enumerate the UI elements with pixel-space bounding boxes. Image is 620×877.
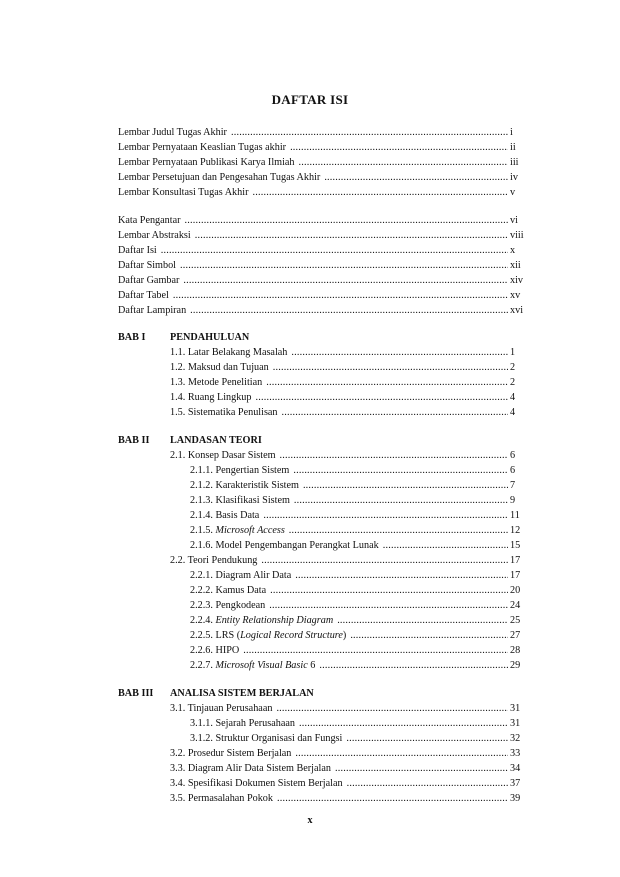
toc-label: Lembar Pernyataan Publikasi Karya Ilmiah	[118, 157, 295, 168]
leader-dots	[256, 391, 509, 404]
leader-dots	[266, 376, 508, 389]
toc-label-suffix: )	[342, 630, 347, 641]
toc-page: vi	[510, 215, 518, 226]
toc-page: 27	[510, 630, 521, 641]
leader-dots	[289, 524, 508, 537]
leader-dots	[347, 777, 508, 790]
leader-dots	[276, 702, 508, 715]
toc-label-italic: Microsoft Access	[215, 525, 285, 536]
toc-page: 1	[510, 347, 516, 358]
toc-label: Daftar Tabel	[118, 290, 169, 301]
leader-dots	[270, 584, 508, 597]
toc-label: Lembar Persetujuan dan Pengesahan Tugas Akhir	[118, 172, 321, 183]
toc-entry	[190, 464, 530, 477]
toc-page: 31	[510, 718, 521, 729]
toc-entry	[170, 747, 530, 760]
toc-page: 6	[510, 450, 516, 461]
toc-label: 1.5. Sistematika Penulisan	[170, 407, 278, 418]
toc-page: iv	[510, 172, 518, 183]
toc-page: 17	[510, 555, 521, 566]
chapter-heading	[118, 331, 249, 344]
toc-page: xv	[510, 290, 521, 301]
toc-label: 2.1.3. Klasifikasi Sistem	[190, 495, 290, 506]
toc-entry	[190, 659, 530, 672]
leader-dots	[303, 479, 508, 492]
toc-label: 3.4. Spesifikasi Dokumen Sistem Berjalan	[170, 778, 343, 789]
toc-label-prefix: 2.1.5.	[190, 525, 216, 536]
toc-label-prefix: 2.2.4.	[190, 615, 216, 626]
toc-label	[190, 659, 315, 672]
toc-entry	[118, 304, 530, 317]
toc-entry	[118, 244, 530, 257]
toc-entry	[118, 289, 530, 302]
toc-page: 4	[510, 407, 516, 418]
toc-entry	[118, 141, 530, 154]
toc-entry	[170, 702, 530, 715]
toc-entry	[190, 569, 530, 582]
toc-label: Daftar Simbol	[118, 260, 177, 271]
toc-entry	[170, 346, 530, 359]
toc-entry	[170, 777, 530, 790]
toc-entry	[170, 376, 530, 389]
toc-label-italic: Logical Record Structure	[240, 630, 343, 641]
toc-entry	[170, 449, 530, 462]
leader-dots	[263, 509, 508, 522]
toc-entry	[190, 599, 530, 612]
toc-entry	[190, 524, 530, 537]
toc-entry	[190, 629, 530, 642]
leader-dots	[173, 289, 508, 302]
toc-label: 1.1. Latar Belakang Masalah	[170, 347, 288, 358]
leader-dots	[295, 569, 508, 582]
toc-label: 3.1. Tinjauan Perusahaan	[170, 703, 273, 714]
toc-label: 2.1.6. Model Pengembangan Perangkat Lunak	[190, 540, 379, 551]
leader-dots	[335, 762, 508, 775]
toc-label: 1.2. Maksud dan Tujuan	[170, 362, 269, 373]
toc-page: 11	[510, 510, 520, 521]
toc-entry	[190, 494, 530, 507]
toc-page: 25	[510, 615, 521, 626]
toc-entry	[118, 214, 530, 227]
toc-label-italic: Entity Relationship Diagram	[215, 615, 334, 626]
leader-dots	[161, 244, 508, 257]
toc-page: 12	[510, 525, 521, 536]
chapter-number: BAB I	[118, 332, 146, 343]
leader-dots	[261, 554, 508, 567]
toc-entry	[190, 614, 530, 627]
toc-label: 3.5. Permasalahan Pokok	[170, 793, 273, 804]
toc-label: 2.2. Teori Pendukung	[170, 555, 258, 566]
toc-page: 17	[510, 570, 521, 581]
leader-dots	[282, 406, 508, 419]
toc-page: v	[510, 187, 516, 198]
toc-label: 1.4. Ruang Lingkup	[170, 392, 252, 403]
toc-label: 3.2. Prosedur Sistem Berjalan	[170, 748, 292, 759]
toc-label: 3.1.2. Struktur Organisasi dan Fungsi	[190, 733, 343, 744]
leader-dots	[183, 274, 508, 287]
toc-label: Daftar Gambar	[118, 275, 180, 286]
toc-label: Lembar Abstraksi	[118, 230, 191, 241]
chapter-title: ANALISA SISTEM BERJALAN	[170, 688, 314, 699]
toc-page: viii	[510, 230, 524, 241]
toc-page: 2	[510, 377, 516, 388]
toc-entry	[170, 792, 530, 805]
toc-label: 2.1.4. Basis Data	[190, 510, 260, 521]
toc-page: 20	[510, 585, 521, 596]
toc-entry	[190, 644, 530, 657]
chapter-title: LANDASAN TEORI	[170, 435, 262, 446]
toc-label-suffix: 6	[307, 660, 316, 671]
leader-dots	[299, 156, 508, 169]
leader-dots	[337, 614, 508, 627]
toc-page: xvi	[510, 305, 524, 316]
toc-page: 33	[510, 748, 521, 759]
toc-entry	[118, 156, 530, 169]
toc-label: 2.1.2. Karakteristik Sistem	[190, 480, 299, 491]
toc-label	[190, 614, 333, 627]
leader-dots	[195, 229, 508, 242]
toc-entry	[118, 171, 530, 184]
toc-page: 28	[510, 645, 521, 656]
chapter-title: PENDAHULUAN	[170, 332, 250, 343]
toc-entry	[190, 479, 530, 492]
chapter-number: BAB III	[118, 688, 154, 699]
leader-dots	[319, 659, 508, 672]
toc-label-prefix: 2.2.7.	[190, 660, 216, 671]
leader-dots	[269, 599, 508, 612]
leader-dots	[383, 539, 508, 552]
leader-dots	[273, 361, 508, 374]
toc-label: 2.2.2. Kamus Data	[190, 585, 267, 596]
leader-dots	[294, 494, 508, 507]
chapter-heading	[118, 434, 262, 447]
leader-dots	[324, 171, 508, 184]
toc-entry	[118, 186, 530, 199]
toc-page: 9	[510, 495, 516, 506]
toc-page: 29	[510, 660, 521, 671]
toc-label: 2.2.6. HIPO	[190, 645, 240, 656]
leader-dots	[185, 214, 508, 227]
toc-page: 37	[510, 778, 521, 789]
toc-label: 1.3. Metode Penelitian	[170, 377, 263, 388]
toc-page: 24	[510, 600, 521, 611]
toc-label: Daftar Lampiran	[118, 305, 187, 316]
leader-dots	[277, 792, 508, 805]
leader-dots	[295, 747, 508, 760]
chapter-heading	[118, 687, 314, 700]
toc-entry	[118, 274, 530, 287]
toc-entry	[190, 717, 530, 730]
leader-dots	[252, 186, 508, 199]
toc-label: 3.1.1. Sejarah Perusahaan	[190, 718, 295, 729]
toc-page: xiv	[510, 275, 524, 286]
leader-dots	[280, 449, 508, 462]
leader-dots	[231, 126, 508, 139]
toc-label-prefix: 2.2.5. LRS (	[190, 630, 241, 641]
leader-dots	[190, 304, 508, 317]
leader-dots	[291, 346, 508, 359]
toc-page: iii	[510, 157, 519, 168]
toc-page: 32	[510, 733, 521, 744]
toc-label: 3.3. Diagram Alir Data Sistem Berjalan	[170, 763, 331, 774]
toc-label: Lembar Konsultasi Tugas Akhir	[118, 187, 249, 198]
toc-label: Lembar Judul Tugas Akhir	[118, 127, 227, 138]
toc-entry	[118, 259, 530, 272]
toc-label	[190, 629, 346, 642]
toc-label: 2.1.1. Pengertian Sistem	[190, 465, 290, 476]
toc-page: 7	[510, 480, 516, 491]
toc-label: 2.2.1. Diagram Alir Data	[190, 570, 292, 581]
toc-label: Daftar Isi	[118, 245, 157, 256]
toc-entry	[170, 361, 530, 374]
toc-page: x	[510, 245, 516, 256]
toc-page: i	[510, 127, 513, 138]
leader-dots	[243, 644, 508, 657]
toc-entry	[190, 509, 530, 522]
toc-entry	[170, 554, 530, 567]
toc-entry	[190, 732, 530, 745]
leader-dots	[350, 629, 508, 642]
toc-entry	[190, 584, 530, 597]
toc-entry	[118, 126, 530, 139]
page-title: DAFTAR ISI	[271, 92, 349, 107]
chapter-number: BAB II	[118, 435, 150, 446]
leader-dots	[346, 732, 508, 745]
toc-entry	[118, 229, 530, 242]
toc-label: Lembar Pernyataan Keaslian Tugas akhir	[118, 142, 287, 153]
toc-page: 31	[510, 703, 521, 714]
toc-label: 2.1. Konsep Dasar Sistem	[170, 450, 276, 461]
toc-label-italic: Microsoft Visual Basic	[215, 660, 308, 671]
leader-dots	[293, 464, 508, 477]
toc-page: xii	[510, 260, 521, 271]
toc-page: 6	[510, 465, 516, 476]
toc-page: 34	[510, 763, 521, 774]
toc-label: 2.2.3. Pengkodean	[190, 600, 266, 611]
leader-dots	[290, 141, 508, 154]
toc-entry	[190, 539, 530, 552]
toc-label: Kata Pengantar	[118, 215, 181, 226]
toc-page: 2	[510, 362, 516, 373]
toc-page: 15	[510, 540, 521, 551]
page-number: x	[307, 815, 313, 826]
toc-entry	[170, 406, 530, 419]
leader-dots	[180, 259, 508, 272]
leader-dots	[299, 717, 508, 730]
toc-label	[190, 524, 285, 537]
toc-entry	[170, 391, 530, 404]
toc-entry	[170, 762, 530, 775]
toc-page: ii	[510, 142, 516, 153]
toc-page: 39	[510, 793, 521, 804]
toc-page: 4	[510, 392, 516, 403]
